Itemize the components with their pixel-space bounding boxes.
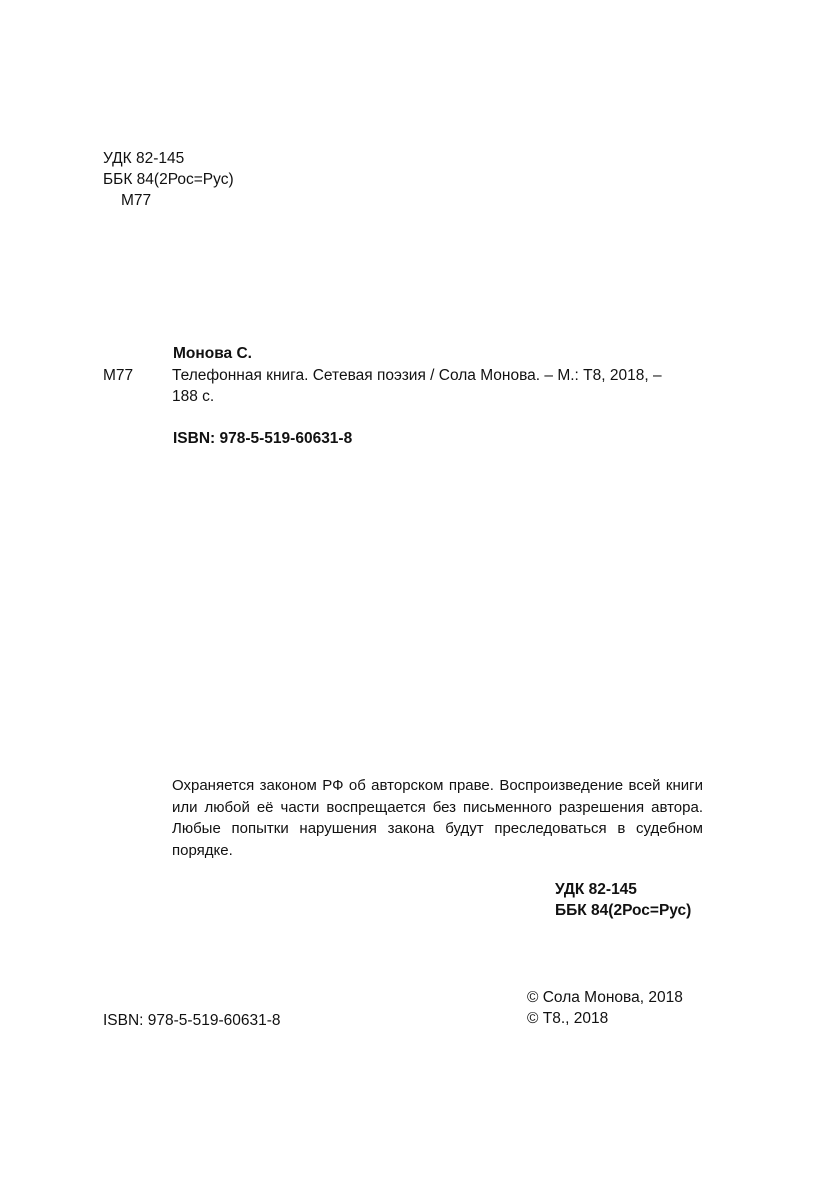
copyright-publisher: © Т8., 2018 [527, 1010, 609, 1027]
record-description-line: Телефонная книга. Сетевая поэзия / Сола Монова. – М.: Т8, 2018, – [172, 367, 662, 384]
copyright-notice-line: Любые попытки нарушения закона будут преследоваться в судебном порядке. [172, 820, 703, 859]
classification-block [103, 148, 234, 211]
copyright-notice-line: или любой её части воспрещается без письменного разрешения автора. [172, 798, 703, 816]
record-cipher: М77 [103, 367, 134, 384]
record-author: Монова С. [173, 345, 252, 362]
copyright-author: © Сола Монова, 2018 [527, 989, 683, 1006]
copyright-lines [527, 987, 683, 1029]
record-isbn: ISBN: 978-5-519-60631-8 [173, 430, 353, 447]
copyright-notice-line: Охраняется законом РФ об авторском праве. Воспроизведение всей книги [172, 777, 703, 794]
udk-code: УДК 82-145 [103, 150, 185, 167]
copyright-notice [172, 775, 703, 859]
author-sign: М77 [121, 192, 152, 209]
bbk-code: ББК 84(2Рос=Рус) [103, 171, 234, 188]
udk-code-bold: УДК 82-145 [555, 881, 637, 898]
record-description-line: 188 с. [172, 388, 215, 405]
bbk-code-bold: ББК 84(2Рос=Рус) [555, 902, 692, 919]
classification-bold-block [555, 879, 691, 921]
record-description [172, 365, 662, 407]
footer-isbn: ISBN: 978-5-519-60631-8 [103, 1012, 281, 1029]
